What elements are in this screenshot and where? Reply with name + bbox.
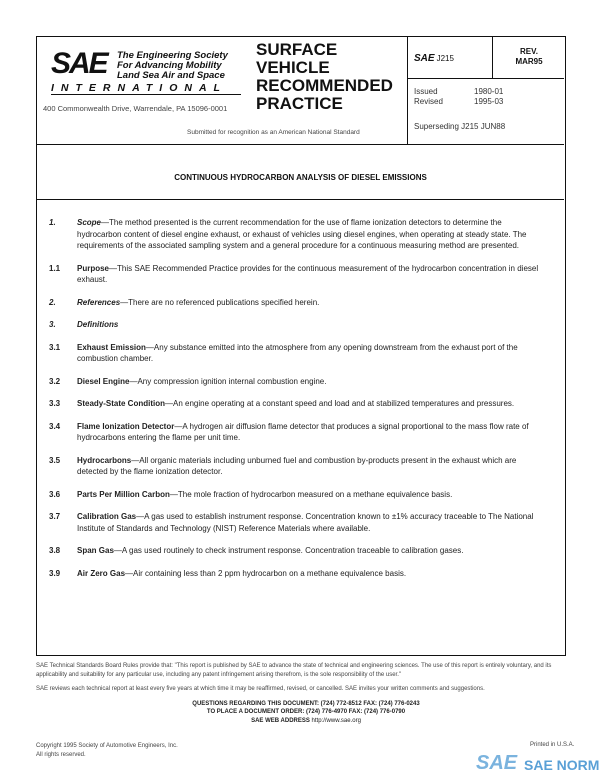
section-text: —Any substance emitted into the atmosphere from any opening downstream from the exhaust port of the combustion chamber. [77, 342, 518, 363]
doc-number: SAE J215 [414, 53, 454, 64]
section-heading: Scope [77, 218, 102, 227]
document-type: SURFACE VEHICLE RECOMMENDED PRACTICE [256, 40, 393, 113]
document-body [37, 217, 564, 590]
doc-info [407, 37, 564, 145]
section-text: —Air containing less than 2 ppm hydrocarbon on a methane equivalence basis. [125, 568, 407, 578]
section [37, 217, 564, 252]
section-heading: Parts Per Million Carbon [77, 489, 170, 499]
section [37, 263, 564, 286]
section [37, 489, 564, 501]
section-number: 3.1 [49, 342, 61, 352]
section [37, 511, 564, 534]
section-text: —The mole fraction of hydrocarbon measured on a methane equivalence basis. [169, 489, 453, 499]
section-number: 3.4 [49, 421, 61, 431]
section-text: —A gas used to establish instrument response. Concentration known to ±1% accuracy traceable to The National Institute of Standards and Technology (NIST) Reference Materials where available. [77, 512, 534, 533]
address: 400 Commonwealth Drive, Warrendale, PA 15096-0001 [43, 104, 228, 113]
section-heading: Calibration Gas [77, 512, 137, 521]
section [37, 455, 564, 478]
section-text: —A hydrogen air diffusion flame detector that produces a signal proportional to the mass flow rate of hydrocarbons entering the flame per unit time. [77, 421, 529, 442]
submitted-note: Submitted for recognition as an American National Standard [187, 129, 360, 136]
section [37, 297, 564, 309]
section-number: 2. [49, 297, 56, 307]
section-heading: Diesel Engine [77, 376, 130, 386]
section-heading: Steady-State Condition [77, 399, 166, 408]
section-heading: References [77, 297, 121, 307]
copyright: Copyright 1995 Society of Automotive Engineers, Inc. All rights reserved. [36, 743, 178, 758]
section-number: 3.9 [49, 568, 61, 578]
section-heading: Definitions [77, 320, 119, 329]
section [37, 319, 564, 331]
section-number: 3.2 [49, 376, 61, 386]
section-text: —A gas used routinely to check instrument response. Concentration traceable to calibration gases. [113, 546, 464, 555]
section-number: 3. [49, 320, 56, 329]
section-text: —This SAE Recommended Practice provides for the continuous measurement of the hydrocarbon concentration in diesel exhaust. [77, 263, 539, 284]
section-heading: Flame Ionization Detector [77, 421, 175, 431]
section-number: 3.8 [49, 546, 61, 555]
section [37, 568, 564, 580]
section-heading: Purpose [77, 263, 110, 273]
society-tagline: The Engineering Society For Advancing Mobility Land Sea Air and Space [117, 50, 228, 81]
document-title: CONTINUOUS HYDROCARBON ANALYSIS OF DIESEL EMISSIONS [37, 145, 564, 200]
section-number: 3.6 [49, 489, 61, 499]
watermark-logo: SAE [476, 752, 518, 774]
section-number: 3.7 [49, 512, 61, 521]
superseding: Superseding J215 JUN88 [414, 122, 506, 131]
section [37, 398, 564, 410]
section-number: 1.1 [49, 263, 61, 273]
section-number: 3.3 [49, 399, 61, 408]
footer: SAE Technical Standards Board Rules provide that: "This report is published by SAE to advance the state of technical and engineering sciences. The use of this report is entirely voluntary, and its applicability and suitability for any particular use, including any patent infringement arising therefrom, is the sole responsibility of the user." SAE reviews each technical report at least every five years at which time it may be reaffirmed, revised, or cancelled. SAE invites your written comments and suggestions. QUESTIONS REGARDING THIS DOCUMENT: (724) 772-8512 FAX: (724) 776-0243 TO PLACE A DOCUMENT ORDER: (724) 776-4970 FAX: (724) 776-0790 SAE WEB ADDRESS http://www.sae.org [36, 663, 552, 724]
section [37, 545, 564, 557]
section-text: —The method presented is the current recommendation for the use of flame ionization detectors to determine the hydrocarbon content of diesel engine exhaust, or exhaust of vehicles using diesel engines, when operating at steady state. The requirements of the associated sampling system and a general procedure for a continuous measuring method are presented. [77, 218, 527, 250]
section-text: —All organic materials including unburned fuel and combustion by-products present in the exhaust which are detected by the flame ionization detector. [77, 455, 517, 476]
section-heading: Hydrocarbons [77, 455, 132, 465]
issue-dates: Issued 1980-01 Revised 1995-03 [414, 87, 504, 106]
section-number: 1. [49, 218, 56, 227]
section-text: —Any compression ignition internal combustion engine. [129, 376, 327, 386]
document-frame [36, 36, 566, 656]
web-link[interactable]: http://www.sae.org [311, 717, 361, 724]
section-heading: Air Zero Gas [77, 568, 126, 578]
printed-note: Printed in U.S.A. [530, 742, 575, 748]
header: SAE The Engineering Society For Advancing Mobility Land Sea Air and Space INTERNATIONAL 400 Commonwealth Drive, Warrendale, PA 15096-0001 SURFACE VEHICLE RECOMMENDED PRACTICE Submitted for recognition as an American National Standard SAE J215 REV. MAR95 Issued 1980-01 Revised 1995-03 Superseding J215 JUN88 [37, 37, 564, 145]
section [37, 376, 564, 388]
section-heading: Exhaust Emission [77, 342, 146, 352]
section-heading: Span Gas [77, 546, 114, 555]
revision: REV. MAR95 [492, 37, 565, 79]
section-number: 3.5 [49, 455, 61, 465]
section-text: —An engine operating at a constant speed and load and at stabilized temperatures and pressures. [165, 399, 515, 408]
watermark: SAE NORM [524, 757, 600, 773]
section-text: —There are no referenced publications specified herein. [120, 297, 320, 307]
section [37, 421, 564, 444]
section [37, 342, 564, 365]
